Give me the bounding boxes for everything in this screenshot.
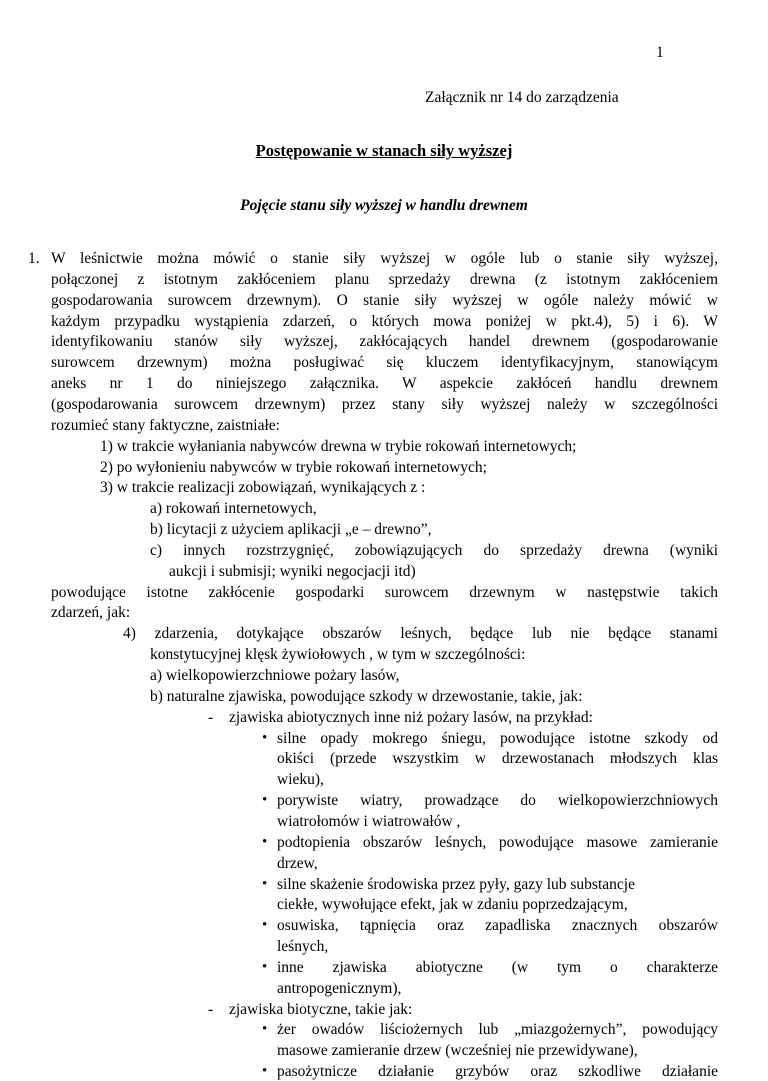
list-item: 2) po wyłonieniu nabywców w trybie rokowań internetowych;: [100, 458, 487, 476]
paragraph-line: każdym przypadku wystąpienia zdarzeń, o których mowa poniżej w pkt.4), 5) i 6). W: [51, 312, 718, 330]
bullet-item: osuwiska, tąpnięcia oraz zapadliska znacznych obszarów: [277, 917, 718, 935]
item-number: 1.: [28, 250, 40, 267]
annex-label: Załącznik nr 14 do zarządzenia: [425, 89, 619, 106]
list-item: zjawiska abiotycznych inne niż pożary lasów, na przykład:: [229, 708, 593, 726]
page-number: 1: [656, 44, 664, 61]
bullet-item-continuation: antropogenicznym),: [277, 979, 402, 997]
bullet-icon: •: [262, 958, 268, 975]
paragraph-line: gospodarowania surowcem drzewnym). O stanie siły wyższej w ogóle należy mówić w: [51, 291, 718, 309]
bullet-item-continuation: drzew,: [277, 854, 318, 872]
bullet-item-continuation: ciekłe, wywołujące efekt, jak w zdaniu poprzedzającym,: [277, 896, 628, 914]
bullet-item: pasożytnicze działanie grzybów oraz szkodliwe działanie: [277, 1063, 718, 1081]
bullet-item: podtopienia obszarów leśnych, powodujące masowe zamieranie: [277, 833, 718, 851]
bullet-icon: •: [262, 917, 268, 934]
bullet-icon: •: [262, 1021, 268, 1038]
paragraph-line: aneks nr 1 do niniejszego załącznika. W aspekcie zakłóceń handlu drewnem: [51, 375, 718, 393]
bullet-item: silne opady mokrego śniegu, powodujące istotne szkody od: [277, 729, 718, 747]
list-item: c) innych rozstrzygnięć, zobowiązujących do sprzedaży drewna (wyniki: [150, 541, 718, 559]
bullet-item: żer owadów liściożernych lub „miazgożernych”, powodujący: [277, 1021, 718, 1039]
paragraph-line: zdarzeń, jak:: [51, 604, 131, 622]
bullet-item: zjawiska biotyczne, takie jak:: [229, 1000, 413, 1018]
list-item: 1) w trakcie wyłaniania nabywców drewna w trybie rokowań internetowych;: [100, 437, 577, 455]
bullet-icon: •: [262, 833, 268, 850]
paragraph-line: (gospodarowania surowcem drzewnym) przez stany siły wyższej należy w szczególności: [51, 395, 718, 413]
bullet-icon: •: [262, 875, 268, 892]
bullet-icon: •: [262, 1063, 268, 1080]
document-title: Postępowanie w stanach siły wyższej: [255, 141, 513, 160]
list-item: a) rokowań internetowych,: [150, 500, 317, 518]
list-item-continuation: konstytucyjnej klęsk żywiołowych , w tym w szczególności:: [150, 646, 526, 664]
bullet-item: porywiste wiatry, prowadzące do wielkopowierzchniowych: [277, 792, 718, 810]
bullet-item-continuation: okiści (przede wszystkim w drzewostanach młodszych klas: [277, 750, 718, 768]
bullet-item-continuation: wieku),: [277, 771, 324, 789]
paragraph-line: powodujące istotne zakłócenie gospodarki surowcem drzewnym w następstwie takich: [51, 583, 718, 601]
bullet-icon: •: [262, 729, 268, 746]
paragraph-line: połączonej z istotnym zakłóceniem planu sprzedaży drewna (z istotnym zakłóceniem: [51, 270, 718, 288]
paragraph-line: rozumieć stany faktyczne, zaistniałe:: [51, 416, 280, 434]
bullet-item: silne skażenie środowiska przez pyły, gazy lub substancje: [277, 875, 635, 893]
list-item-continuation: aukcji i submisji; wyniki negocjacji itd): [169, 562, 416, 580]
section-subtitle: Pojęcie stanu siły wyższej w handlu drewnem: [240, 197, 528, 214]
bullet-item: inne zjawiska abiotyczne (w tym o charakterze: [277, 958, 718, 976]
list-item: b) naturalne zjawiska, powodujące szkody w drzewostanie, takie, jak:: [150, 687, 583, 705]
paragraph-line: surowcem drzewnym) można posługiwać się kluczem identyfikacyjnym, stanowiącym: [51, 354, 718, 372]
paragraph-line: W leśnictwie można mówić o stanie siły wyższej w ogóle lub o stanie siły wyższej,: [51, 250, 718, 267]
dash-marker: -: [208, 708, 214, 726]
paragraph-line: identyfikowaniu stanów siły wyższej, zakłócających handel drewnem (gospodarowanie: [51, 333, 718, 351]
bullet-item-continuation: masowe zamieranie drzew (wcześniej nie przewidywane),: [277, 1042, 638, 1060]
list-item: a) wielkopowierzchniowe pożary lasów,: [150, 667, 400, 684]
list-item: b) licytacji z użyciem aplikacji „e – drewno”,: [150, 521, 432, 539]
bullet-item-continuation: wiatrołomów i wiatrowałów ,: [277, 812, 461, 830]
bullet-icon: •: [262, 792, 268, 809]
list-item: 4) zdarzenia, dotykające obszarów leśnych, będące lub nie będące stanami: [123, 625, 718, 643]
dash-marker: -: [208, 1000, 214, 1018]
bullet-item-continuation: leśnych,: [277, 938, 329, 956]
list-item: 3) w trakcie realizacji zobowiązań, wynikających z :: [100, 479, 426, 497]
